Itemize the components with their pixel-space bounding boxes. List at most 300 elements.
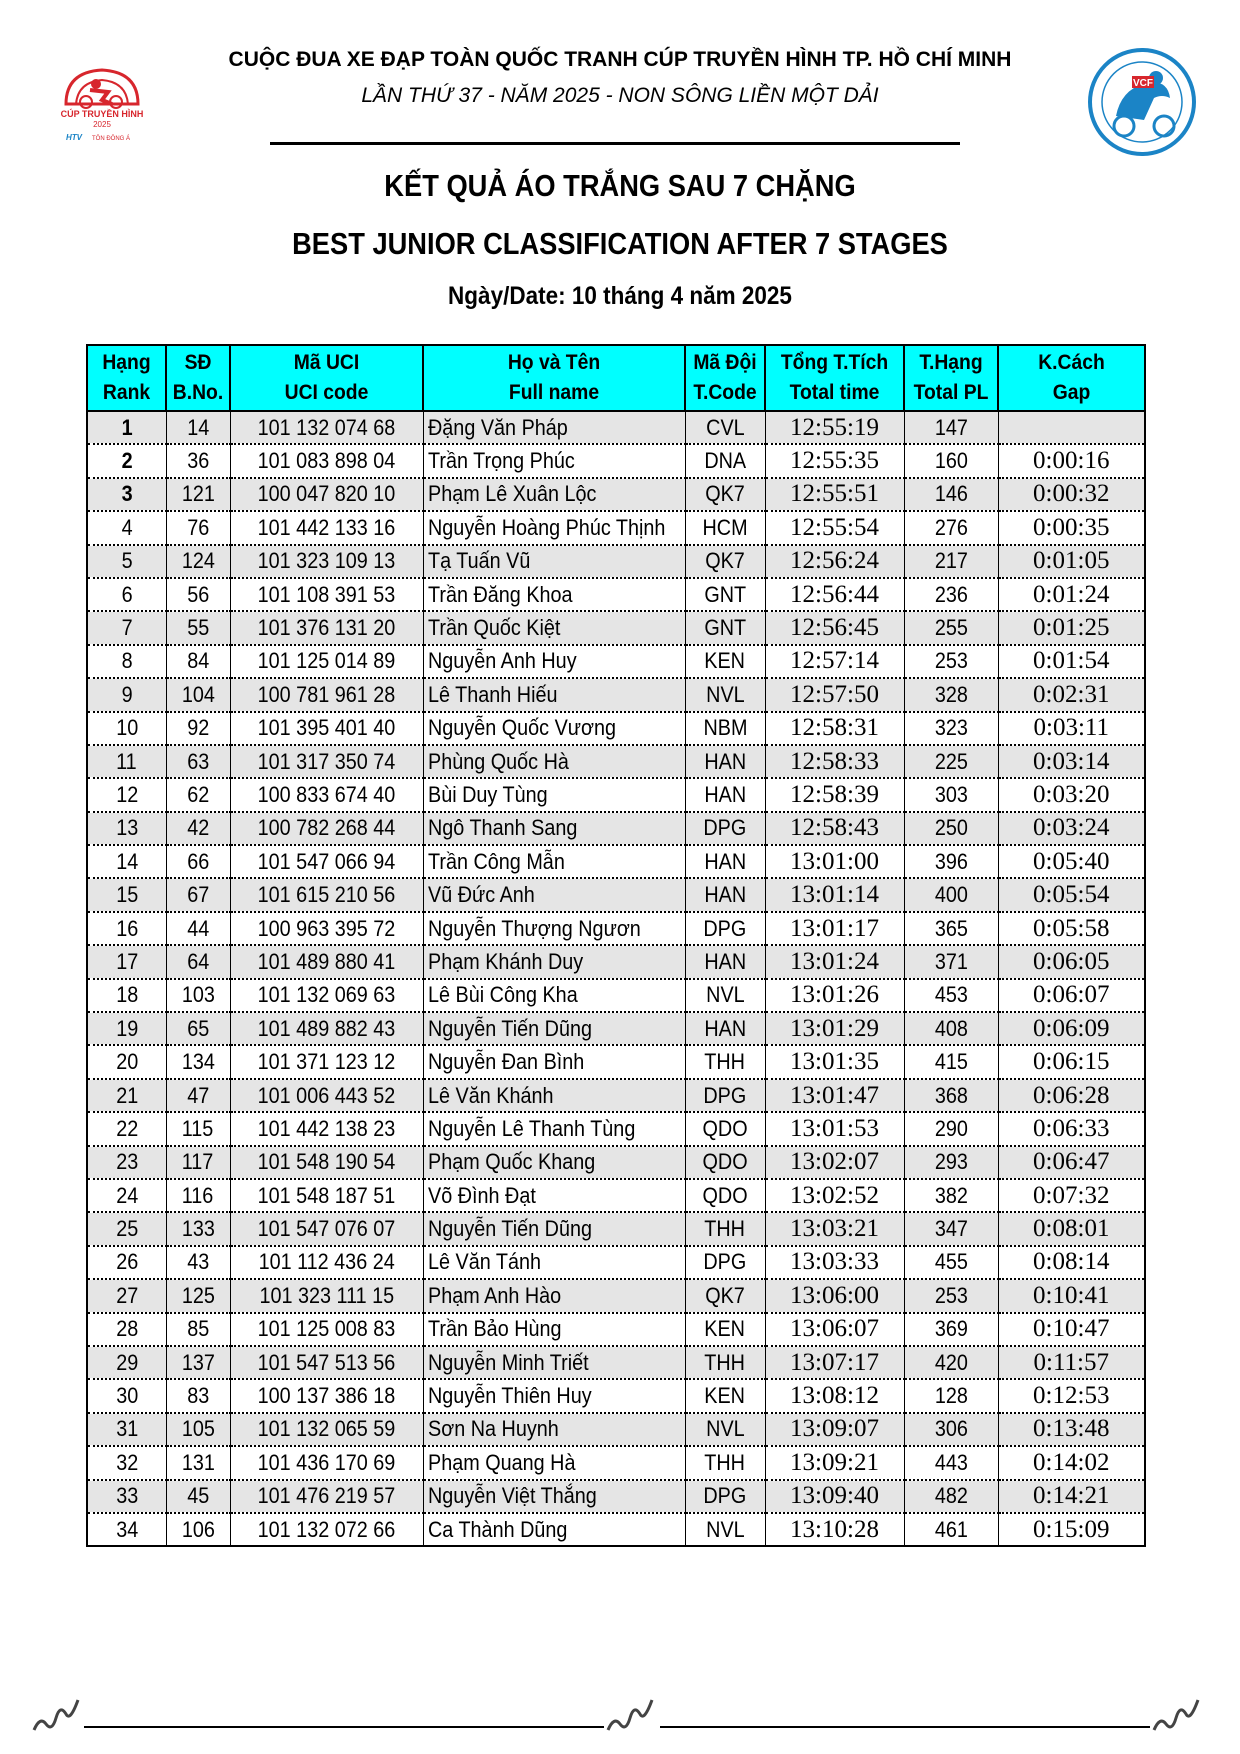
cell-name: Phạm Anh Hào xyxy=(423,1279,685,1312)
col-header-gap: K.Cách Gap xyxy=(998,345,1145,411)
cell-bib: 62 xyxy=(166,778,230,811)
signature-mark-right xyxy=(1150,1690,1202,1738)
cell-name: Tạ Tuấn Vũ xyxy=(423,545,685,578)
cell-name: Lê Văn Khánh xyxy=(423,1079,685,1112)
cell-name: Ca Thành Dũng xyxy=(423,1513,685,1546)
cell-pl: 276 xyxy=(904,511,998,544)
cell-rank: 33 xyxy=(87,1480,166,1513)
cell-uci: 100 782 268 44 xyxy=(230,812,423,845)
cell-uci: 101 006 443 52 xyxy=(230,1079,423,1112)
cell-rank: 32 xyxy=(87,1446,166,1479)
cell-bib: 105 xyxy=(166,1413,230,1446)
cell-bib: 131 xyxy=(166,1446,230,1479)
cell-uci: 100 963 395 72 xyxy=(230,912,423,945)
cell-gap: 0:05:58 xyxy=(998,912,1145,945)
cell-rank: 24 xyxy=(87,1179,166,1212)
cell-pl: 236 xyxy=(904,578,998,611)
cell-gap: 0:06:15 xyxy=(998,1045,1145,1078)
col-header-uci: Mã UCI UCI code xyxy=(230,345,423,411)
cell-pl: 147 xyxy=(904,411,998,444)
table-row xyxy=(87,444,1145,477)
cell-uci: 101 489 882 43 xyxy=(230,1012,423,1045)
cell-pl: 365 xyxy=(904,912,998,945)
col-header-pl: T.Hạng Total PL xyxy=(904,345,998,411)
table-row xyxy=(87,1246,1145,1279)
cell-name: Nguyễn Lê Thanh Tùng xyxy=(423,1112,685,1145)
cell-rank: 1 xyxy=(87,411,166,444)
cell-gap: 0:03:11 xyxy=(998,712,1145,745)
cell-name: Nguyễn Thượng Ngươn xyxy=(423,912,685,945)
cell-pl: 369 xyxy=(904,1313,998,1346)
cell-bib: 67 xyxy=(166,878,230,911)
cell-gap: 0:11:57 xyxy=(998,1346,1145,1379)
table-row xyxy=(87,1045,1145,1078)
cell-rank: 30 xyxy=(87,1379,166,1412)
table-row xyxy=(87,1446,1145,1479)
col-header-bib: SĐ B.No. xyxy=(166,345,230,411)
cell-gap: 0:08:14 xyxy=(998,1246,1145,1279)
cell-time: 12:56:45 xyxy=(765,611,904,644)
cell-bib: 64 xyxy=(166,945,230,978)
cell-bib: 43 xyxy=(166,1246,230,1279)
cell-bib: 56 xyxy=(166,578,230,611)
cell-rank: 11 xyxy=(87,745,166,778)
cell-gap: 0:13:48 xyxy=(998,1413,1145,1446)
cell-bib: 45 xyxy=(166,1480,230,1513)
cell-time: 12:58:33 xyxy=(765,745,904,778)
cell-team: NBM xyxy=(685,712,765,745)
cell-team: QK7 xyxy=(685,545,765,578)
cell-team: THH xyxy=(685,1446,765,1479)
date-line: Ngày/Date: 10 tháng 4 năm 2025 xyxy=(448,282,792,310)
htv-logo-text: HTV xyxy=(66,133,82,142)
cell-rank: 19 xyxy=(87,1012,166,1045)
cell-name: Trần Bảo Hùng xyxy=(423,1313,685,1346)
cup-logo-text: CÚP TRUYỀN HÌNH xyxy=(60,109,144,119)
cell-gap: 0:10:41 xyxy=(998,1279,1145,1312)
cell-rank: 7 xyxy=(87,611,166,644)
cell-uci: 101 317 350 74 xyxy=(230,745,423,778)
cell-team: DPG xyxy=(685,1480,765,1513)
table-row xyxy=(87,545,1145,578)
cell-name: Võ Đình Đạt xyxy=(423,1179,685,1212)
cell-team: KEN xyxy=(685,1313,765,1346)
cell-name: Phạm Lê Xuân Lộc xyxy=(423,478,685,511)
cell-name: Phạm Khánh Duy xyxy=(423,945,685,978)
cell-rank: 27 xyxy=(87,1279,166,1312)
cell-name: Lê Thanh Hiếu xyxy=(423,678,685,711)
cell-gap: 0:08:01 xyxy=(998,1212,1145,1245)
cell-team: HAN xyxy=(685,778,765,811)
cell-time: 13:02:07 xyxy=(765,1146,904,1179)
cell-uci: 100 137 386 18 xyxy=(230,1379,423,1412)
cell-pl: 347 xyxy=(904,1212,998,1245)
cell-uci: 101 125 014 89 xyxy=(230,645,423,678)
table-row xyxy=(87,1279,1145,1312)
cell-team: HAN xyxy=(685,1012,765,1045)
cell-uci: 101 323 109 13 xyxy=(230,545,423,578)
cell-team: HCM xyxy=(685,511,765,544)
cell-name: Ngô Thanh Sang xyxy=(423,812,685,845)
cell-gap: 0:03:14 xyxy=(998,745,1145,778)
cell-time: 13:01:14 xyxy=(765,878,904,911)
cell-bib: 83 xyxy=(166,1379,230,1412)
table-row xyxy=(87,912,1145,945)
cell-name: Nguyễn Minh Triết xyxy=(423,1346,685,1379)
cell-rank: 2 xyxy=(87,444,166,477)
cell-gap: 0:01:25 xyxy=(998,611,1145,644)
footer-line-left xyxy=(84,1726,604,1728)
cell-team: THH xyxy=(685,1212,765,1245)
table-row xyxy=(87,778,1145,811)
cell-time: 12:58:31 xyxy=(765,712,904,745)
cell-bib: 125 xyxy=(166,1279,230,1312)
cell-pl: 415 xyxy=(904,1045,998,1078)
cell-team: QDO xyxy=(685,1146,765,1179)
cell-team: KEN xyxy=(685,645,765,678)
cell-bib: 137 xyxy=(166,1346,230,1379)
cell-gap: 0:07:32 xyxy=(998,1179,1145,1212)
cell-uci: 101 112 436 24 xyxy=(230,1246,423,1279)
cell-pl: 160 xyxy=(904,444,998,477)
cell-name: Nguyễn Hoàng Phúc Thịnh xyxy=(423,511,685,544)
cell-rank: 8 xyxy=(87,645,166,678)
cell-time: 13:08:12 xyxy=(765,1379,904,1412)
cell-name: Nguyễn Thiên Huy xyxy=(423,1379,685,1412)
table-row xyxy=(87,945,1145,978)
cell-name: Nguyễn Tiến Dũng xyxy=(423,1212,685,1245)
cell-uci: 101 489 880 41 xyxy=(230,945,423,978)
footer-line-right xyxy=(660,1726,1150,1728)
cell-team: HAN xyxy=(685,845,765,878)
cell-bib: 104 xyxy=(166,678,230,711)
cell-name: Bùi Duy Tùng xyxy=(423,778,685,811)
cell-name: Nguyễn Anh Huy xyxy=(423,645,685,678)
signature-mark-center xyxy=(604,1690,656,1738)
cell-name: Lê Văn Tánh xyxy=(423,1246,685,1279)
cell-rank: 17 xyxy=(87,945,166,978)
cell-bib: 85 xyxy=(166,1313,230,1346)
cell-pl: 128 xyxy=(904,1379,998,1412)
cell-rank: 31 xyxy=(87,1413,166,1446)
cell-bib: 36 xyxy=(166,444,230,477)
cell-time: 13:01:26 xyxy=(765,979,904,1012)
cell-pl: 396 xyxy=(904,845,998,878)
vcf-logo-text: VCF xyxy=(1133,78,1153,89)
cell-bib: 124 xyxy=(166,545,230,578)
cell-rank: 5 xyxy=(87,545,166,578)
cell-team: THH xyxy=(685,1045,765,1078)
cell-time: 12:56:24 xyxy=(765,545,904,578)
cell-rank: 12 xyxy=(87,778,166,811)
cell-pl: 293 xyxy=(904,1146,998,1179)
cell-time: 13:01:29 xyxy=(765,1012,904,1045)
cell-pl: 323 xyxy=(904,712,998,745)
cell-pl: 371 xyxy=(904,945,998,978)
cell-time: 12:55:35 xyxy=(765,444,904,477)
page-title-en: BEST JUNIOR CLASSIFICATION AFTER 7 STAGES xyxy=(292,226,948,261)
cell-pl: 400 xyxy=(904,878,998,911)
cell-time: 13:01:35 xyxy=(765,1045,904,1078)
cell-pl: 420 xyxy=(904,1346,998,1379)
cell-bib: 14 xyxy=(166,411,230,444)
cell-pl: 225 xyxy=(904,745,998,778)
cell-gap: 0:00:16 xyxy=(998,444,1145,477)
cell-time: 13:10:28 xyxy=(765,1513,904,1546)
cell-time: 12:57:50 xyxy=(765,678,904,711)
cell-uci: 101 548 187 51 xyxy=(230,1179,423,1212)
cell-gap xyxy=(998,411,1145,444)
cell-uci: 101 547 513 56 xyxy=(230,1346,423,1379)
cell-uci: 101 132 069 63 xyxy=(230,979,423,1012)
header-divider xyxy=(270,142,960,145)
cell-bib: 133 xyxy=(166,1212,230,1245)
cell-gap: 0:15:09 xyxy=(998,1513,1145,1546)
cell-gap: 0:01:24 xyxy=(998,578,1145,611)
cell-rank: 4 xyxy=(87,511,166,544)
page-title-vn: KẾT QUẢ ÁO TRẮNG SAU 7 CHẶNG xyxy=(384,168,856,203)
cell-gap: 0:06:33 xyxy=(998,1112,1145,1145)
cell-time: 13:01:24 xyxy=(765,945,904,978)
cell-pl: 217 xyxy=(904,545,998,578)
table-row xyxy=(87,678,1145,711)
cell-bib: 134 xyxy=(166,1045,230,1078)
event-subtitle: LẦN THỨ 37 - NĂM 2025 - NON SÔNG LIỀN MỘT DẢI xyxy=(361,84,879,107)
cell-time: 13:02:52 xyxy=(765,1179,904,1212)
cell-pl: 146 xyxy=(904,478,998,511)
page-footer xyxy=(0,1690,1240,1740)
cell-uci: 101 083 898 04 xyxy=(230,444,423,477)
table-row xyxy=(87,1379,1145,1412)
cell-time: 13:09:07 xyxy=(765,1413,904,1446)
cell-team: DPG xyxy=(685,812,765,845)
cell-name: Trần Trọng Phúc xyxy=(423,444,685,477)
col-header-rank: Hạng Rank xyxy=(87,345,166,411)
col-header-time: Tổng T.Tích Total time xyxy=(765,345,904,411)
cell-uci: 101 547 066 94 xyxy=(230,845,423,878)
cell-team: NVL xyxy=(685,1513,765,1546)
cell-rank: 29 xyxy=(87,1346,166,1379)
cell-rank: 10 xyxy=(87,712,166,745)
cell-gap: 0:06:47 xyxy=(998,1146,1145,1179)
cell-pl: 443 xyxy=(904,1446,998,1479)
cell-bib: 65 xyxy=(166,1012,230,1045)
cell-bib: 106 xyxy=(166,1513,230,1546)
cell-gap: 0:03:20 xyxy=(998,778,1145,811)
cell-bib: 117 xyxy=(166,1146,230,1179)
cell-time: 13:01:53 xyxy=(765,1112,904,1145)
cell-pl: 290 xyxy=(904,1112,998,1145)
cell-pl: 328 xyxy=(904,678,998,711)
cell-rank: 18 xyxy=(87,979,166,1012)
cell-rank: 14 xyxy=(87,845,166,878)
cell-bib: 55 xyxy=(166,611,230,644)
table-row xyxy=(87,1179,1145,1212)
cup-logo-year: 2025 xyxy=(93,120,111,129)
cell-uci: 101 376 131 20 xyxy=(230,611,423,644)
cell-uci: 101 108 391 53 xyxy=(230,578,423,611)
cell-team: DPG xyxy=(685,1246,765,1279)
cell-rank: 13 xyxy=(87,812,166,845)
cell-pl: 461 xyxy=(904,1513,998,1546)
cell-pl: 382 xyxy=(904,1179,998,1212)
cell-team: KEN xyxy=(685,1379,765,1412)
col-header-name: Họ và Tên Full name xyxy=(423,345,685,411)
table-row xyxy=(87,1346,1145,1379)
cell-team: GNT xyxy=(685,611,765,644)
cell-time: 13:03:21 xyxy=(765,1212,904,1245)
cell-gap: 0:06:28 xyxy=(998,1079,1145,1112)
cell-time: 12:58:43 xyxy=(765,812,904,845)
cell-rank: 22 xyxy=(87,1112,166,1145)
cell-pl: 306 xyxy=(904,1413,998,1446)
cell-pl: 482 xyxy=(904,1480,998,1513)
cell-uci: 101 371 123 12 xyxy=(230,1045,423,1078)
cell-gap: 0:03:24 xyxy=(998,812,1145,845)
col-header-team: Mã Đội T.Code xyxy=(685,345,765,411)
table-row xyxy=(87,1112,1145,1145)
cell-bib: 84 xyxy=(166,645,230,678)
table-row xyxy=(87,1513,1145,1546)
cell-pl: 255 xyxy=(904,611,998,644)
cell-team: NVL xyxy=(685,979,765,1012)
cell-uci: 101 442 133 16 xyxy=(230,511,423,544)
table-row xyxy=(87,1480,1145,1513)
cell-team: QK7 xyxy=(685,478,765,511)
cell-team: DNA xyxy=(685,444,765,477)
cell-gap: 0:06:09 xyxy=(998,1012,1145,1045)
cell-pl: 453 xyxy=(904,979,998,1012)
cell-bib: 63 xyxy=(166,745,230,778)
cell-name: Nguyễn Đan Bình xyxy=(423,1045,685,1078)
table-row xyxy=(87,1146,1145,1179)
cell-time: 12:56:44 xyxy=(765,578,904,611)
table-row xyxy=(87,478,1145,511)
cell-uci: 101 476 219 57 xyxy=(230,1480,423,1513)
cell-rank: 23 xyxy=(87,1146,166,1179)
cell-team: HAN xyxy=(685,745,765,778)
cell-rank: 6 xyxy=(87,578,166,611)
cell-team: QK7 xyxy=(685,1279,765,1312)
cell-uci: 101 323 111 15 xyxy=(230,1279,423,1312)
cell-uci: 101 548 190 54 xyxy=(230,1146,423,1179)
cell-bib: 115 xyxy=(166,1112,230,1145)
table-row xyxy=(87,1079,1145,1112)
cell-team: THH xyxy=(685,1346,765,1379)
cell-uci: 101 436 170 69 xyxy=(230,1446,423,1479)
table-header-row xyxy=(87,345,1145,411)
cell-bib: 44 xyxy=(166,912,230,945)
cell-name: Trần Đăng Khoa xyxy=(423,578,685,611)
cell-name: Phạm Quang Hà xyxy=(423,1446,685,1479)
cell-time: 12:55:19 xyxy=(765,411,904,444)
cell-name: Phạm Quốc Khang xyxy=(423,1146,685,1179)
cell-name: Nguyễn Việt Thắng xyxy=(423,1480,685,1513)
cell-team: CVL xyxy=(685,411,765,444)
cell-time: 12:55:54 xyxy=(765,511,904,544)
cell-team: DPG xyxy=(685,912,765,945)
cell-uci: 101 125 008 83 xyxy=(230,1313,423,1346)
cell-pl: 253 xyxy=(904,1279,998,1312)
table-row xyxy=(87,1313,1145,1346)
cell-uci: 100 047 820 10 xyxy=(230,478,423,511)
table-row xyxy=(87,1413,1145,1446)
cell-time: 13:07:17 xyxy=(765,1346,904,1379)
cell-uci: 101 132 065 59 xyxy=(230,1413,423,1446)
cell-time: 13:06:07 xyxy=(765,1313,904,1346)
sponsor-logo-text: TÔN ĐÔNG Á xyxy=(92,136,131,142)
cell-pl: 455 xyxy=(904,1246,998,1279)
cell-gap: 0:00:35 xyxy=(998,511,1145,544)
cell-gap: 0:01:05 xyxy=(998,545,1145,578)
cell-gap: 0:12:53 xyxy=(998,1379,1145,1412)
table-row xyxy=(87,745,1145,778)
cell-name: Trần Quốc Kiệt xyxy=(423,611,685,644)
cell-pl: 303 xyxy=(904,778,998,811)
cell-rank: 15 xyxy=(87,878,166,911)
table-row xyxy=(87,511,1145,544)
cell-time: 13:01:17 xyxy=(765,912,904,945)
cell-team: DPG xyxy=(685,1079,765,1112)
cell-name: Lê Bùi Công Kha xyxy=(423,979,685,1012)
cell-team: QDO xyxy=(685,1112,765,1145)
cell-bib: 116 xyxy=(166,1179,230,1212)
cell-name: Sơn Na Huynh xyxy=(423,1413,685,1446)
cell-bib: 103 xyxy=(166,979,230,1012)
cell-time: 12:57:14 xyxy=(765,645,904,678)
cell-gap: 0:06:07 xyxy=(998,979,1145,1012)
cell-pl: 368 xyxy=(904,1079,998,1112)
cell-gap: 0:06:05 xyxy=(998,945,1145,978)
table-row xyxy=(87,1212,1145,1245)
cell-uci: 101 547 076 07 xyxy=(230,1212,423,1245)
cell-uci: 101 615 210 56 xyxy=(230,878,423,911)
cell-rank: 21 xyxy=(87,1079,166,1112)
results-body xyxy=(87,411,1145,1546)
table-row xyxy=(87,411,1145,444)
cell-uci: 100 833 674 40 xyxy=(230,778,423,811)
table-row xyxy=(87,611,1145,644)
cell-team: QDO xyxy=(685,1179,765,1212)
cell-time: 13:06:00 xyxy=(765,1279,904,1312)
cell-rank: 20 xyxy=(87,1045,166,1078)
cell-gap: 0:14:21 xyxy=(998,1480,1145,1513)
table-row xyxy=(87,578,1145,611)
cell-gap: 0:02:31 xyxy=(998,678,1145,711)
cell-gap: 0:05:54 xyxy=(998,878,1145,911)
cell-gap: 0:00:32 xyxy=(998,478,1145,511)
cell-name: Vũ Đức Anh xyxy=(423,878,685,911)
cell-pl: 250 xyxy=(904,812,998,845)
cell-bib: 66 xyxy=(166,845,230,878)
cell-team: NVL xyxy=(685,678,765,711)
results-table xyxy=(86,344,1146,1547)
cell-name: Phùng Quốc Hà xyxy=(423,745,685,778)
cell-team: HAN xyxy=(685,878,765,911)
cell-time: 12:58:39 xyxy=(765,778,904,811)
cell-uci: 101 395 401 40 xyxy=(230,712,423,745)
cell-rank: 16 xyxy=(87,912,166,945)
cell-team: GNT xyxy=(685,578,765,611)
table-row xyxy=(87,645,1145,678)
cell-gap: 0:10:47 xyxy=(998,1313,1145,1346)
table-row xyxy=(87,979,1145,1012)
cell-uci: 100 781 961 28 xyxy=(230,678,423,711)
table-row xyxy=(87,878,1145,911)
cell-name: Trần Công Mẫn xyxy=(423,845,685,878)
cell-name: Nguyễn Tiến Dũng xyxy=(423,1012,685,1045)
table-row xyxy=(87,712,1145,745)
